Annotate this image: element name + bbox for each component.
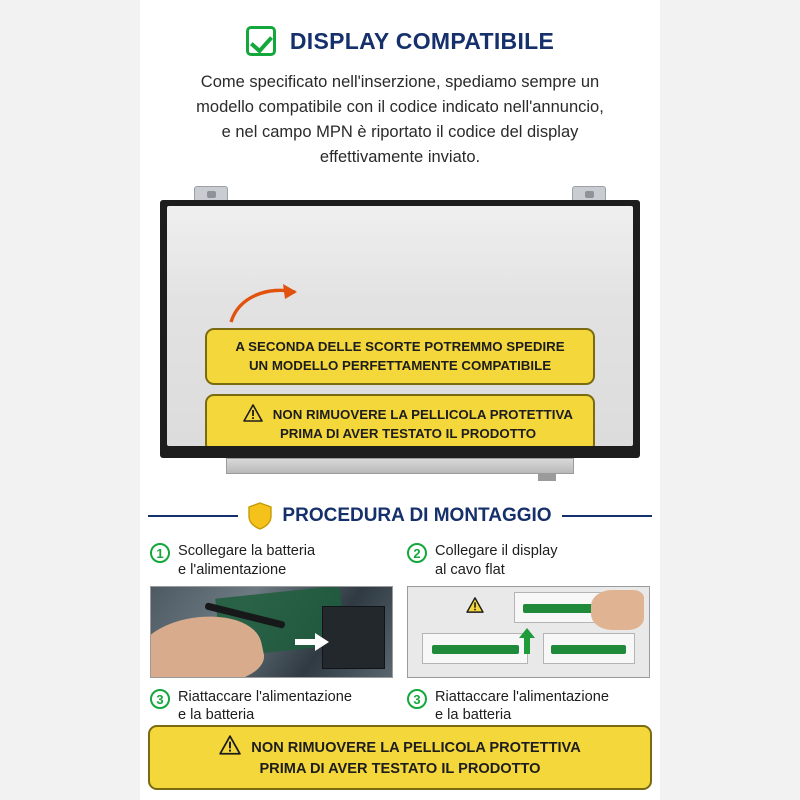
step-3-right [407,688,650,725]
battery-shape [322,606,385,669]
footer-line-2: PRIMA DI AVER TESTATO IL PRODOTTO [259,760,541,777]
right-gray-band [660,0,800,800]
step-3-right-number: 3 [407,689,427,709]
step-3-left [150,688,393,725]
step-3-left-text [178,688,352,725]
step-1-line-1: Scollegare la batteria [178,543,316,560]
green-connector-c [551,645,626,654]
notice-film-line-1: NON RIMUOVERE LA PELLICOLA PROTETTIVA [272,407,573,423]
step-3-right-line-1: Riattaccare l'alimentazione [435,688,609,705]
warning-triangle-icon [466,597,484,613]
page-title: DISPLAY COMPATIBILE [289,27,555,54]
step-1 [150,542,393,677]
panel-connector-tab [538,474,556,481]
step-2 [407,542,650,677]
footer-warning-banner [148,725,652,790]
lcd-panel-frame [160,200,640,458]
green-up-arrow-icon [519,628,535,654]
intro-paragraph [146,70,654,170]
footer-line-1: NON RIMUOVERE LA PELLICOLA PROTETTIVA [251,740,581,757]
step-2-line-1: Collegare il display [435,543,558,560]
green-check-box-icon [246,26,276,56]
steps-row-top [150,542,650,677]
step-3-left-line-1: Riattaccare l'alimentazione [178,688,352,705]
curved-arrow-icon [225,282,305,326]
step-1-line-2: e l'alimentazione [178,561,287,578]
notice-film [205,394,595,446]
connector-card-c [543,633,635,664]
flat-cable-connector-photo [407,586,650,678]
step-2-line-2: al cavo flat [435,561,505,578]
notice-stock-line-2: UN MODELLO PERFETTAMENTE COMPATIBILE [248,357,552,373]
step-1-label [150,542,393,579]
step-1-text [178,542,315,579]
procedure-title: PROCEDURA DI MONTAGGIO [282,505,552,527]
warning-triangle-icon [219,735,241,755]
intro-line-3: e nel campo MPN è riportato il codice del display [221,123,579,142]
step-2-label [407,542,650,579]
display-illustration [152,186,648,486]
divider-right [562,515,652,517]
step-3-left-number: 3 [150,689,170,709]
content-column [140,0,660,800]
fingers-shape [591,590,644,630]
green-connector-a [523,604,602,613]
notice-film-line-2: PRIMA DI AVER TESTATO IL PRODOTTO [279,425,537,441]
step-2-number: 2 [407,543,427,563]
panel-foil-strip [226,458,574,474]
notice-stock [205,328,595,385]
motherboard-battery-photo [150,586,393,678]
white-arrow-icon [295,633,329,651]
warning-triangle-icon [243,404,263,422]
shield-icon [248,502,272,530]
procedure-heading [148,502,652,530]
intro-line-1: Come specificato nell'inserzione, spediamo sempre un [200,73,600,91]
intro-line-4: effettivamente inviato. [319,148,481,167]
intro-line-2: modello compatibile con il codice indicato nell'annuncio, [196,98,604,117]
step-3-right-text [435,688,609,725]
step-2-text [435,542,558,579]
step-1-number: 1 [150,543,170,563]
lcd-panel-screen [167,206,633,446]
green-connector-b [432,645,519,654]
notice-stock-line-1: A SECONDA DELLE SCORTE POTREMMO SPEDIRE [235,339,565,355]
divider-left [148,515,238,517]
left-gray-band [0,0,140,800]
step-3-right-line-2: e la batteria [435,707,512,724]
header [140,26,660,56]
connector-card-b [422,633,528,664]
step-3-left-line-2: e la batteria [178,707,255,724]
